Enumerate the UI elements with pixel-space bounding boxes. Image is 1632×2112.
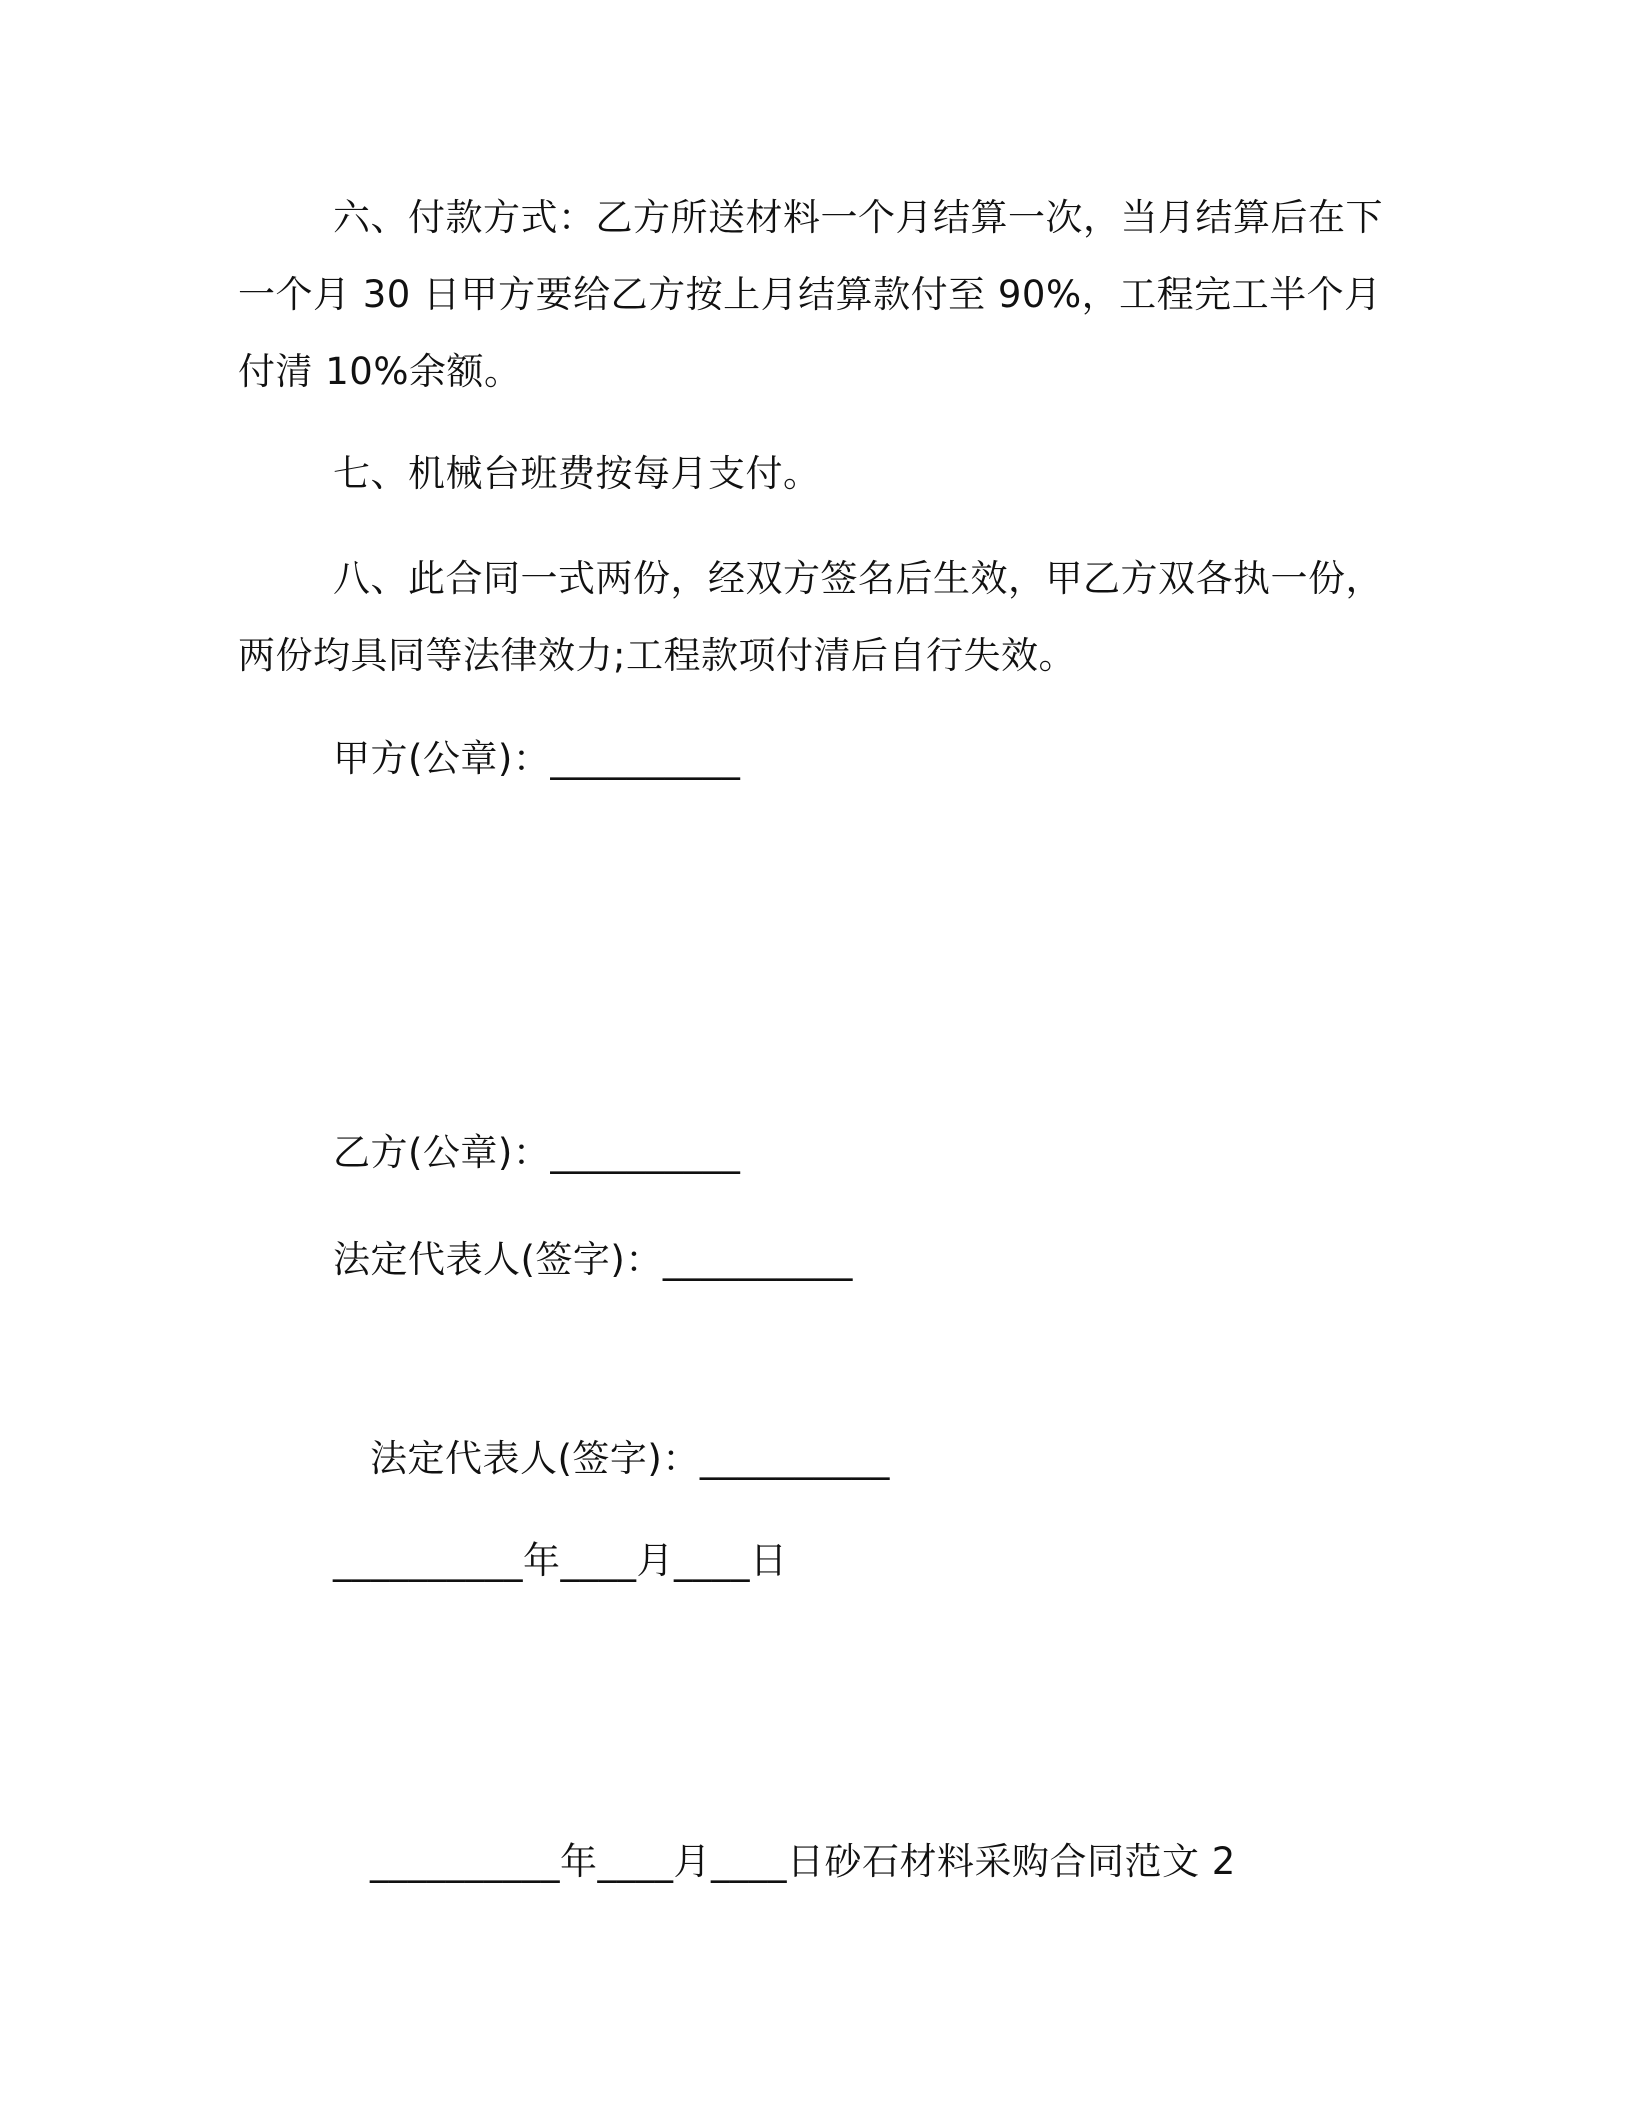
party-b-seal: 乙方(公章)：__________ [333,1131,741,1174]
clause-6-line-2: 一个月 30 日甲方要给乙方按上月结算款付至 90%，工程完工半个月 [238,273,1382,316]
date-line: __________年____月____日 [333,1539,788,1582]
party-a-seal: 甲方(公章)：__________ [333,737,741,780]
clause-8-line-2: 两份均具同等法律效力;工程款项付清后自行失效。 [238,634,1076,677]
legal-representative-signature-1: 法定代表人(签字)：__________ [333,1238,853,1281]
clause-6-line-3: 付清 10%余额。 [238,350,522,393]
clause-8-line-1: 八、此合同一式两份，经双方签名后生效，甲乙方双各执一份， [333,557,1383,600]
clause-6-line-1: 六、付款方式：乙方所送材料一个月结算一次，当月结算后在下 [333,196,1383,239]
clause-7: 七、机械台班费按每月支付。 [333,452,821,495]
next-contract-title: __________年____月____日砂石材料采购合同范文 2 [370,1840,1236,1883]
legal-representative-signature-2: 法定代表人(签字)：__________ [370,1437,890,1480]
